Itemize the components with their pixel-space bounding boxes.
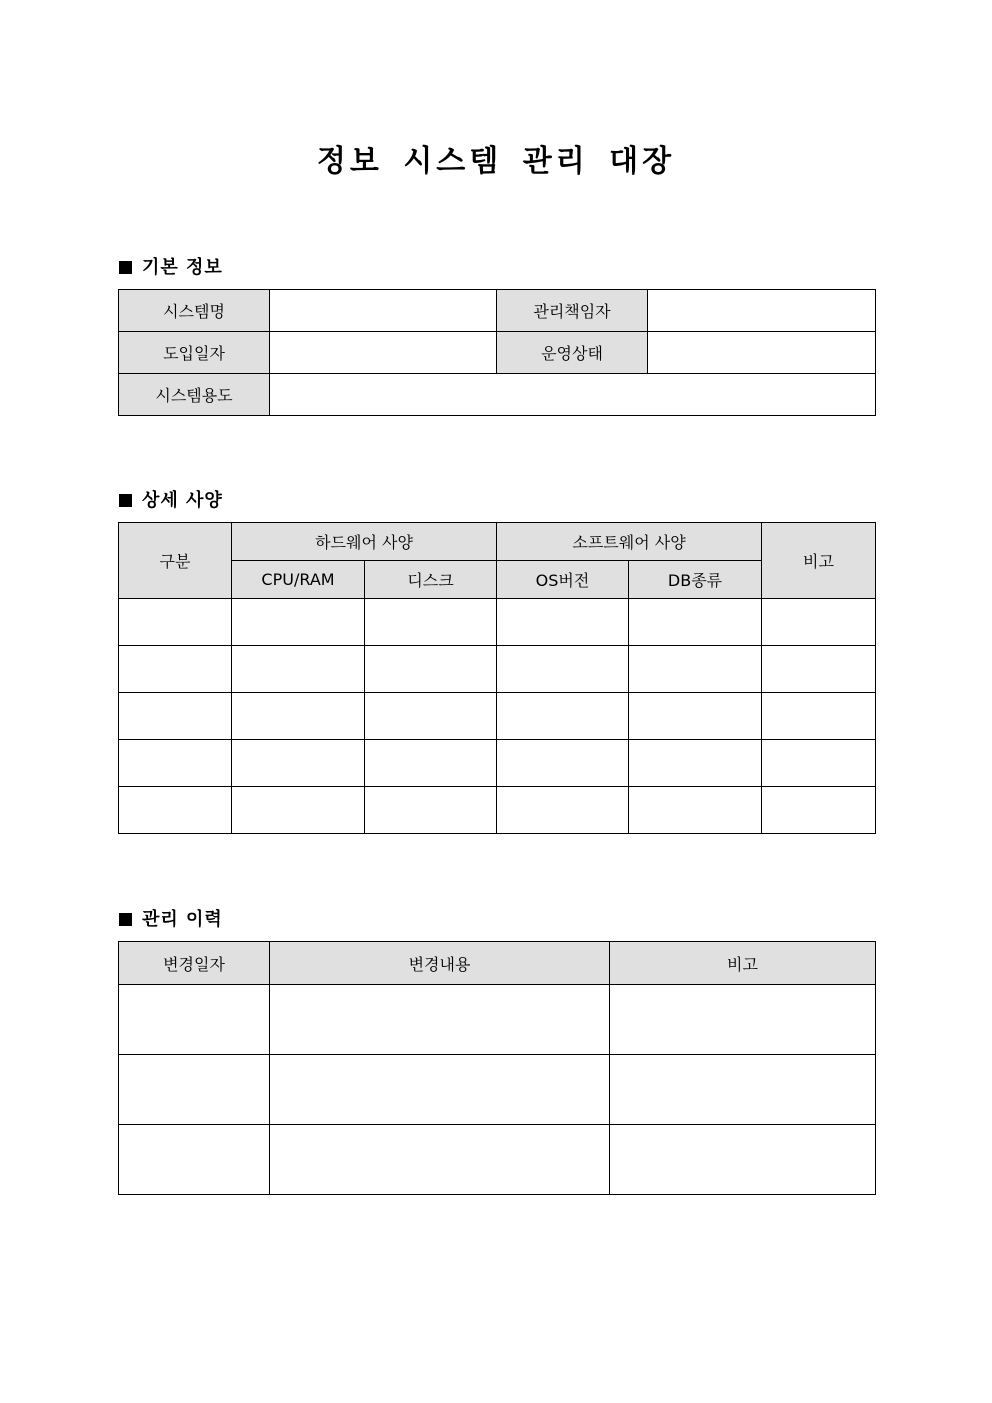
table-cell[interactable]	[497, 646, 629, 693]
table-cell[interactable]	[629, 646, 762, 693]
system-name-field[interactable]	[270, 290, 497, 332]
table-cell[interactable]	[232, 599, 365, 646]
db-type-header: DB종류	[629, 561, 762, 599]
change-content-header: 변경내용	[270, 942, 610, 985]
table-cell[interactable]	[762, 693, 876, 740]
table-row	[119, 646, 876, 693]
status-label: 운영상태	[497, 332, 648, 374]
table-cell[interactable]	[629, 599, 762, 646]
table-cell[interactable]	[365, 693, 497, 740]
table-row	[119, 740, 876, 787]
table-cell[interactable]	[232, 646, 365, 693]
table-cell[interactable]	[232, 693, 365, 740]
os-version-header: OS버전	[497, 561, 629, 599]
table-row	[119, 1125, 876, 1195]
table-row	[119, 1055, 876, 1125]
table-cell[interactable]	[497, 693, 629, 740]
section-heading-basic	[119, 253, 223, 279]
table-cell[interactable]	[610, 985, 876, 1055]
table-cell[interactable]	[119, 646, 232, 693]
table-cell[interactable]	[119, 1055, 270, 1125]
history-table	[118, 941, 876, 1195]
table-cell[interactable]	[119, 985, 270, 1055]
remark-header: 비고	[762, 523, 876, 599]
table-cell[interactable]	[119, 1125, 270, 1195]
table-cell[interactable]	[762, 740, 876, 787]
table-cell[interactable]	[119, 693, 232, 740]
table-cell[interactable]	[629, 740, 762, 787]
intro-date-field[interactable]	[270, 332, 497, 374]
table-cell[interactable]	[365, 599, 497, 646]
table-cell[interactable]	[119, 599, 232, 646]
table-cell[interactable]	[270, 1125, 610, 1195]
basic-info-table	[118, 289, 876, 416]
table-cell[interactable]	[232, 787, 365, 834]
section-heading-spec	[119, 486, 223, 512]
disk-header: 디스크	[365, 561, 497, 599]
category-header: 구분	[119, 523, 232, 599]
intro-date-label: 도입일자	[119, 332, 270, 374]
manager-field[interactable]	[648, 290, 876, 332]
table-cell[interactable]	[497, 599, 629, 646]
cpu-ram-header: CPU/RAM	[232, 561, 365, 599]
manager-label: 관리책임자	[497, 290, 648, 332]
table-cell[interactable]	[232, 740, 365, 787]
table-cell[interactable]	[119, 740, 232, 787]
table-cell[interactable]	[365, 740, 497, 787]
page-title: 정보 시스템 관리 대장	[316, 144, 676, 179]
square-bullet-icon	[119, 494, 132, 507]
purpose-label: 시스템용도	[119, 374, 270, 416]
table-cell[interactable]	[762, 599, 876, 646]
table-row	[119, 787, 876, 834]
table-cell[interactable]	[610, 1055, 876, 1125]
table-cell[interactable]	[629, 787, 762, 834]
change-date-header: 변경일자	[119, 942, 270, 985]
section-heading-history	[119, 905, 223, 931]
hw-spec-header: 하드웨어 사양	[232, 523, 497, 561]
section-heading-text: 기본 정보	[142, 257, 223, 278]
sw-spec-header: 소프트웨어 사양	[497, 523, 762, 561]
table-cell[interactable]	[762, 646, 876, 693]
section-heading-text: 상세 사양	[142, 490, 223, 511]
table-cell[interactable]	[365, 787, 497, 834]
square-bullet-icon	[119, 913, 132, 926]
table-cell[interactable]	[497, 740, 629, 787]
system-name-label: 시스템명	[119, 290, 270, 332]
table-row	[119, 985, 876, 1055]
table-cell[interactable]	[365, 646, 497, 693]
section-heading-text: 관리 이력	[142, 909, 223, 930]
purpose-field[interactable]	[270, 374, 876, 416]
table-cell[interactable]	[270, 1055, 610, 1125]
table-row	[119, 693, 876, 740]
status-field[interactable]	[648, 332, 876, 374]
spec-table	[118, 522, 876, 834]
remark-header: 비고	[610, 942, 876, 985]
table-cell[interactable]	[119, 787, 232, 834]
square-bullet-icon	[119, 261, 132, 274]
table-cell[interactable]	[610, 1125, 876, 1195]
table-cell[interactable]	[270, 985, 610, 1055]
table-cell[interactable]	[762, 787, 876, 834]
table-cell[interactable]	[497, 787, 629, 834]
table-row	[119, 599, 876, 646]
table-cell[interactable]	[629, 693, 762, 740]
